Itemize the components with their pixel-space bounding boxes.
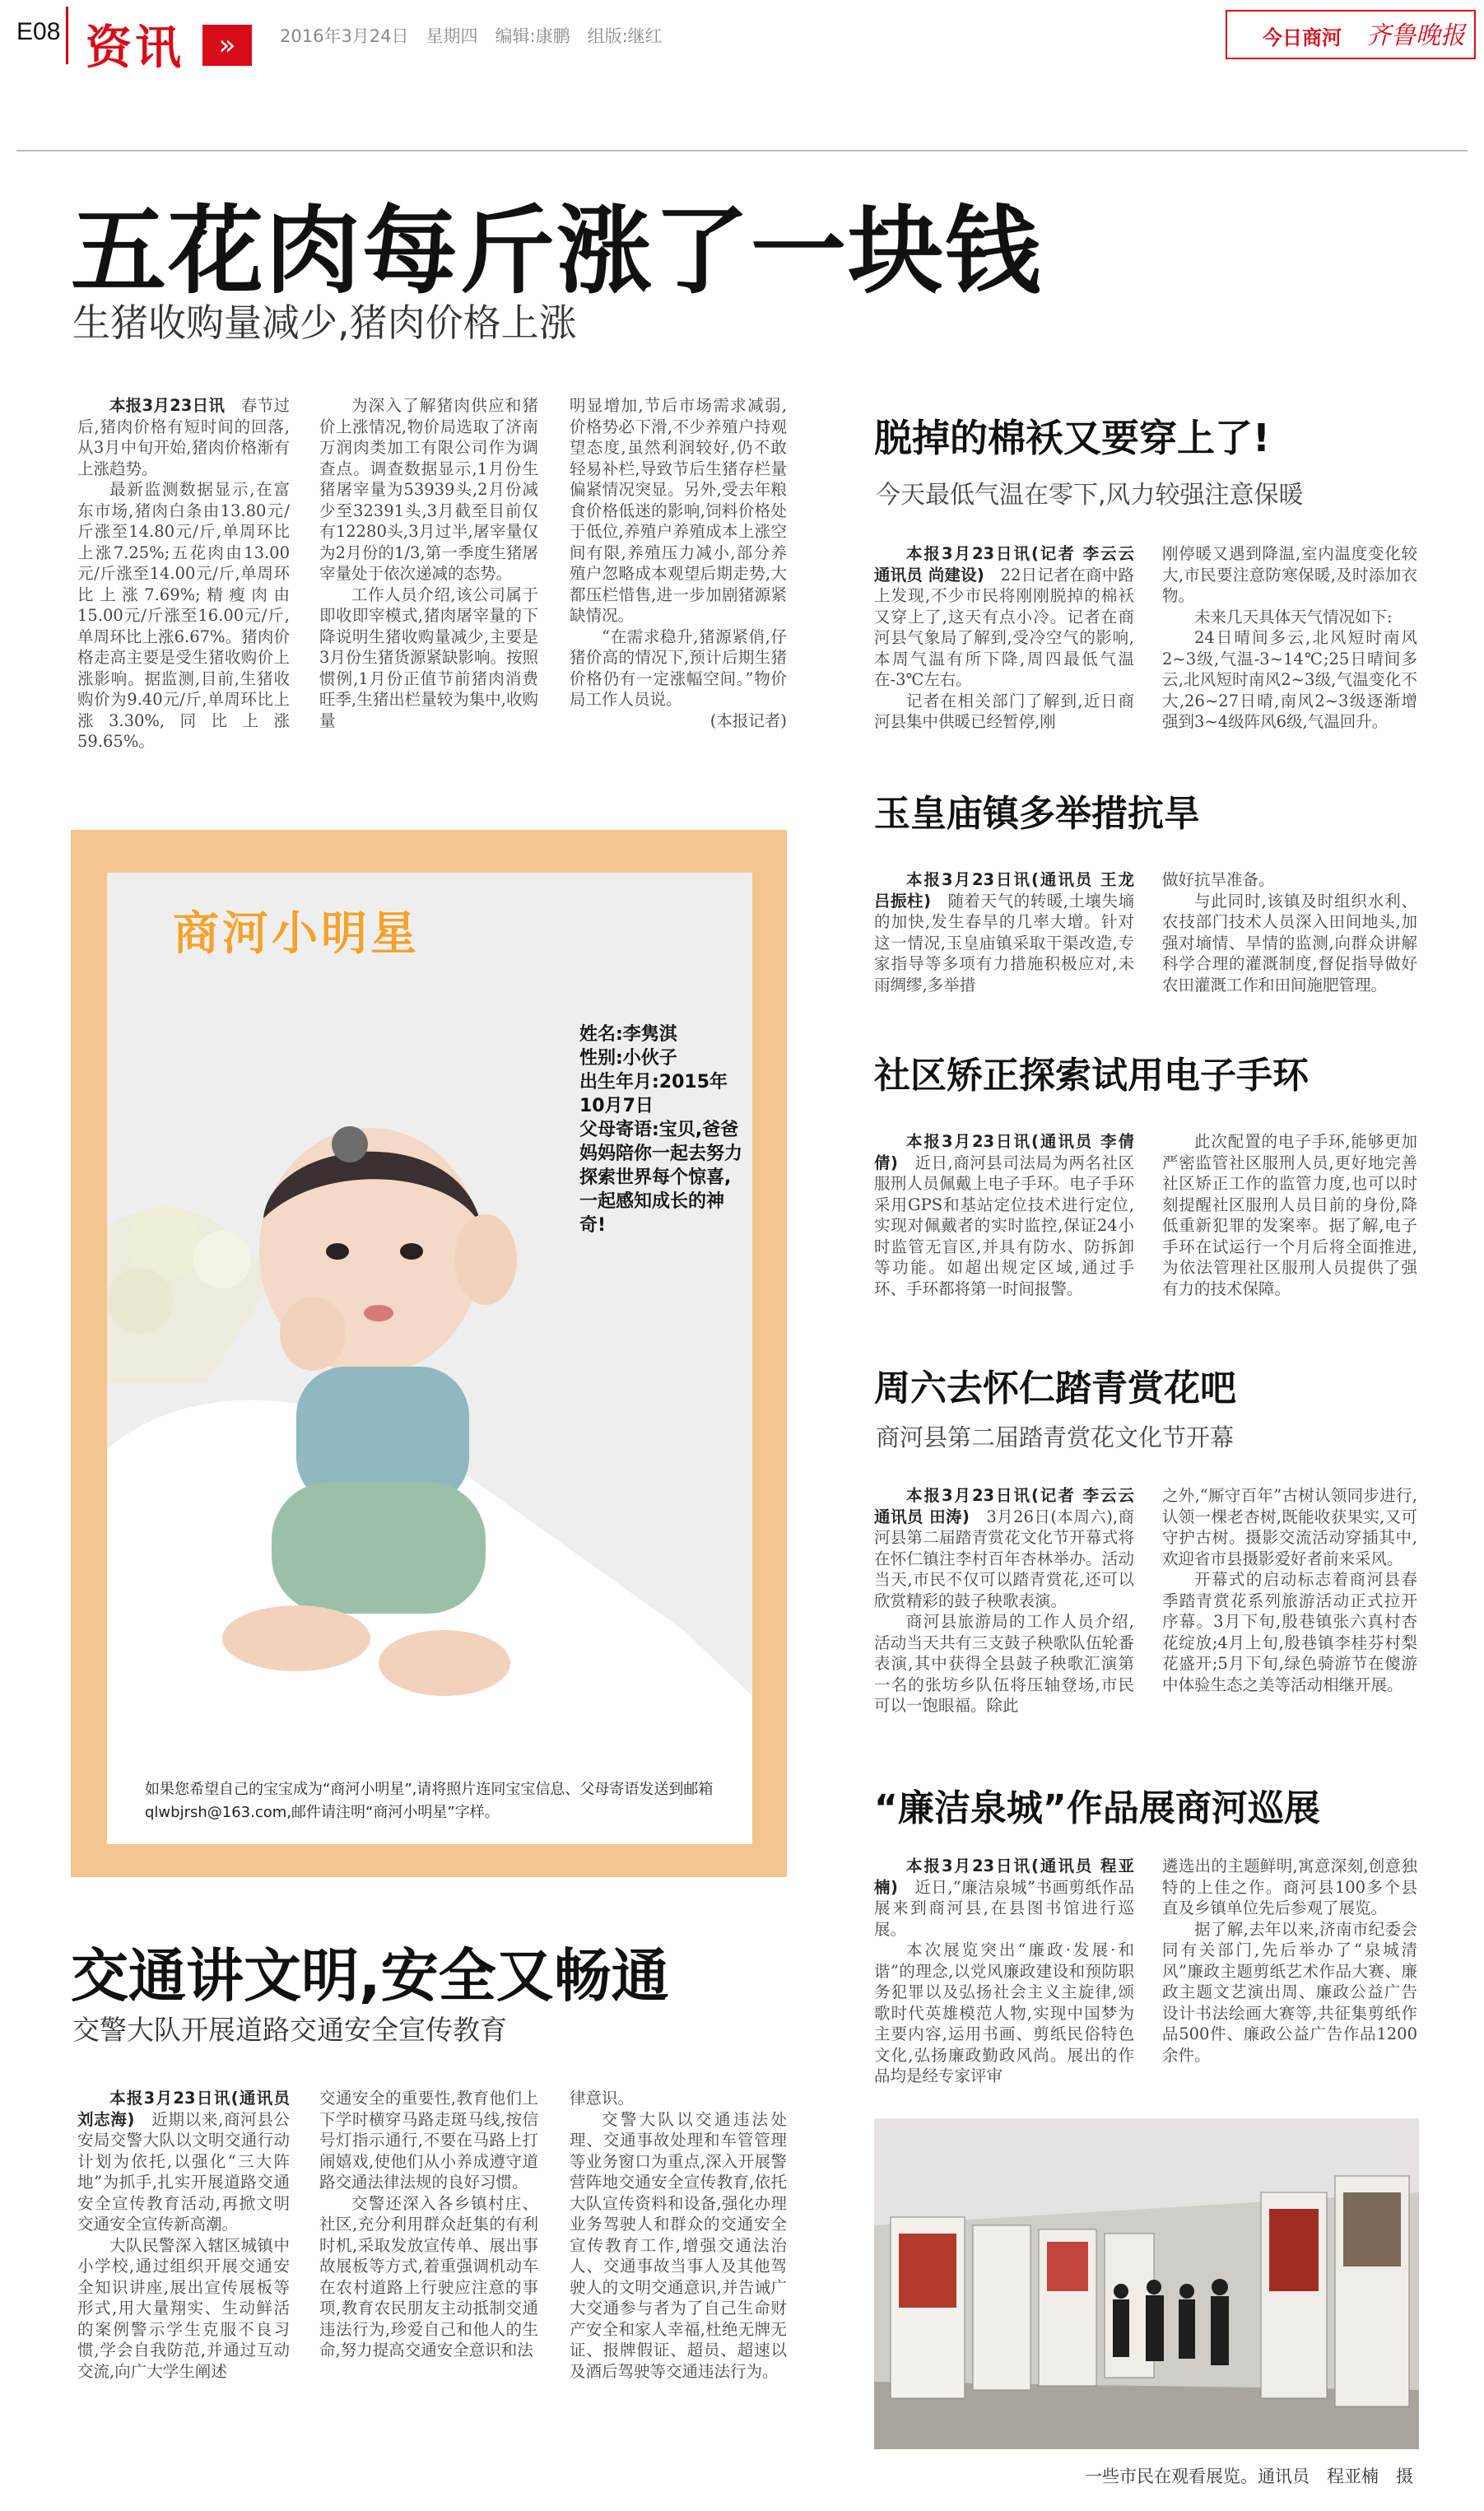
header-meta: 2016年3月24日 星期四 编辑:康鹏 组版:继红 (280, 26, 663, 46)
traffic-subheadline: 交警大队开展道路交通安全宣传教育 (72, 2014, 507, 2046)
brand-city: 今日商河 (1263, 26, 1342, 49)
article-lianjie-col1 (874, 1856, 1134, 2087)
paragraph: 最新监测数据显示,在富东市场,猪肉白条由13.80元/斤涨至14.80元/斤,单周环比上涨7.25%;五花肉由13.00元/斤涨至14.00元/斤,单周环比上涨7.69%;精瘦肉由15.00元/斤涨至16.00元/斤,单周环比上涨6.67%。猪肉价格走高主要是受生猪收购价上涨影响。据监测,目前,生猪收购价为9.40元/斤,单周环比上涨3.30%,同比上涨59.65%。 (77, 480, 290, 751)
exhibition-photo (874, 2118, 1419, 2449)
paragraph: 开幕式的启动标志着商河县春季踏青赏花系列旅游活动正式拉开序幕。3月下旬,殷巷镇张六真村杏花绽放;4月上旬,殷巷镇李桂芬村梨花盛开;5月下旬,绿色骑游节在傻游中体验生态之美等活动相继开展。 (1162, 1570, 1417, 1694)
main-subheadline: 生猪收购量减少,猪肉价格上涨 (72, 300, 577, 345)
main-column-1 (77, 395, 290, 752)
article-lead: 本报3月23日讯(通讯员 程亚楠) (874, 1856, 1134, 1897)
paragraph: 春节过后,猪肉价格有短时间的回落,从3月中旬开始,猪肉价格渐有上涨趋势。 (77, 396, 290, 478)
article-mianao-col1 (874, 543, 1134, 733)
brand-paper-logo: 齐鲁晚报 (1366, 21, 1465, 50)
main-column-3 (570, 395, 787, 731)
section-arrow-icon: » (202, 25, 252, 66)
paragraph: 明显增加,节后市场需求减弱,价格势必下滑,不少养殖户持观望态度,虽然利润较好,仍不敢轻易补栏,导致节后生猪存栏量偏紧情况突显。另外,受去年粮食价格低迷的影响,饲料价格处于低位,养殖户养殖成本上涨空间有限,养殖压力减小,部分养殖户忽略成本观望后期走势,大都压栏惜售,进一步加剧猪源紧缺情况。 (570, 396, 787, 625)
article-lianjie-col2 (1162, 1856, 1417, 2066)
main-column-2 (319, 395, 538, 731)
main-headline: 五花肉每斤涨了一块钱 (71, 196, 1042, 307)
byline: (本报记者) (709, 710, 787, 730)
article-lead: 本报3月23日讯(记者 李云云 通讯员 尚建设) (874, 544, 1134, 585)
article-shequ-col1 (874, 1131, 1134, 1299)
header-rule (16, 150, 1468, 151)
article-subtitle-mianao: 今天最低气温在零下,风力较强注意保暖 (876, 481, 1304, 510)
article-taqing-col1 (874, 1485, 1134, 1717)
page-number: E08 (16, 18, 61, 45)
article-lead: 本报3月23日讯(通讯员 刘志海) (77, 2089, 290, 2129)
paragraph: 本次展览突出“廉政·发展·和谐”的理念,以党风廉政建设和预防职务犯罪以及弘扬社会主义主旋律,颂歌时代英雄模范人物,实现中国梦为主要内容,运用书画、剪纸民俗特色文化,弘扬廉政勤政风尚。展出的作品均是经专家评审 (874, 1940, 1134, 2085)
baby-photo (107, 873, 752, 1754)
baby-gender: 性别:小伙子 (579, 1048, 677, 1069)
traffic-column-3 (570, 2088, 787, 2382)
article-taqing-col2 (1162, 1485, 1417, 1695)
card-title: 商河小明星 (173, 907, 420, 961)
paragraph: 做好抗旱准备。 (1162, 870, 1275, 889)
baby-photo-icon (107, 873, 752, 1754)
parent-message: 父母寄语:宝贝,爸爸妈妈陪你一起去努力探索世界每个惊喜,一起感知成长的神奇! (579, 1120, 743, 1236)
paragraph: “在需求稳升,猪源紧俏,仔猪价高的情况下,预计后期生猪价格仍有一定涨幅空间。”物价局工作人员说。 (570, 627, 787, 709)
paragraph: 大队民警深入辖区城镇中小学校,通过组织开展交通安全知识讲座,展出宣传展板等形式,用大量翔实、生动鲜活的案例警示学生克服不良习惯,学会自我防范,并通过互动交流,向广大学生阐述 (77, 2235, 290, 2381)
baby-name: 姓名:李隽淇 (579, 1024, 677, 1045)
paragraph: 之外,“厮守百年”古树认领同步进行,认领一棵老杏树,既能收获果实,又可守护古树。摄影交流活动穿插其中,欢迎省市县摄影爱好者前来采风。 (1162, 1486, 1417, 1568)
article-title-lianjie: “廉洁泉城”作品展商河巡展 (874, 1787, 1320, 1829)
traffic-column-1 (77, 2088, 290, 2382)
paragraph: 24日晴间多云,北风短时南风2~3级,气温-3~14℃;25日晴间多云,北风短时南风2~3级,气温变化不大,26~27日晴,南风2~3级逐渐增强到3~4级阵风6级,气温回升。 (1162, 628, 1417, 731)
paragraph: 据了解,去年以来,济南市纪委会同有关部门,先后举办了“泉城清风”廉政主题剪纸艺术作品大赛、廉政主题文艺演出周、廉政公益广告设计书法绘画大赛等,共征集剪纸作品500件、廉政公益广告作品1200余件。 (1162, 1919, 1417, 2065)
paragraph: 近日,商河县司法局为两名社区服刑人员佩戴上电子手环。电子手环采用GPS和基站定位技术进行定位,实现对佩戴者的实时监控,保证24小时监管无盲区,并具有防水、防拆卸等功能。如超出规定区域,通过手环、手环都将第一时间报警。 (874, 1153, 1134, 1298)
article-title-taqing: 周六去怀仁踏青赏花吧 (874, 1367, 1236, 1409)
photo-caption: 一些市民在观看展览。通讯员 程亚楠 摄 (1085, 2467, 1413, 2486)
traffic-column-2 (319, 2088, 538, 2361)
paragraph: 近期以来,商河县公安局交警大队以文明交通行动计划为依托,以强化“三大阵地”为抓手,扎实开展道路交通安全宣传教育活动,再掀文明交通安全宣传新高潮。 (77, 2109, 290, 2234)
paragraph: 22日记者在商中路上发现,不少市民将刚刚脱掉的棉袄又穿上了,这天有点小冷。记者在商河县气象局了解到,受冷空气的影响,本周气温有所下降,周四最低气温在-3℃左右。 (874, 565, 1134, 689)
paragraph: 遴选出的主题鲜明,寓意深刻,创意独特的上佳之作。商河县100多个县直及乡镇单位先后参观了展览。 (1162, 1856, 1417, 1917)
header-divider (66, 7, 68, 64)
article-title-kanghan: 玉皇庙镇多举措抗旱 (874, 793, 1200, 835)
card-submission-note: 如果您希望自己的宝宝成为“商河小明星”,请将照片连同宝宝信息、父母寄语发送到邮箱qlwbjrsh@163.com,邮件请注明“商河小明星”字样。 (145, 1781, 714, 1821)
article-lead: 本报3月23日讯 (109, 396, 226, 415)
paragraph: 近日,“廉洁泉城”书画剪纸作品展来到商河县,在县图书馆进行巡展。 (874, 1877, 1134, 1939)
paragraph: 3月26日(本周六),商河县第二届踏青赏花文化节开幕式将在怀仁镇注李村百年杏林举办。活动当天,市民不仅可以踏青赏花,还可以欣赏精彩的鼓子秧歌表演。 (874, 1507, 1134, 1610)
article-kanghan-col1 (874, 869, 1134, 995)
paragraph: 交通安全的重要性,教育他们上下学时横穿马路走斑马线,按信号灯指示通行,不要在马路上打闹嬉戏,使他们从小养成遵守道路交通法律法规的良好习惯。 (319, 2089, 538, 2192)
section-title: 资讯 (86, 21, 184, 75)
article-lead: 本报3月23日讯(通讯员 李倩倩) (874, 1132, 1134, 1172)
paragraph: 律意识。 (570, 2089, 635, 2108)
paragraph: 刚停暖又遇到降温,室内温度变化较大,市民要注意防寒保暖,及时添加衣物。 (1162, 544, 1417, 605)
paragraph: 记者在相关部门了解到,近日商河县集中供暖已经暂停,刚 (874, 691, 1134, 731)
article-title-mianao: 脱掉的棉袄又要穿上了! (874, 416, 1270, 460)
paragraph: 随着天气的转暖,土壤失墒的加快,发生春旱的几率大增。针对这一情况,玉皇庙镇采取干渠改造,专家指导等多项有力措施积极应对,未雨绸缪,多举措 (874, 891, 1134, 995)
traffic-headline: 交通讲文明,安全又畅通 (71, 1942, 669, 2010)
paragraph: 交警大队以交通违法处理、交通事故处理和车管管理等业务窗口为重点,深入开展警营阵地交通安全宣传教育,依托大队宣传资料和设备,强化办理业务驾驶人和群众的交通安全宣传教育工作,增强交通法治人、交通事故当事人及其他驾驶人的文明交通意识,并告诫广大交通参与者为了自己生命财产安全和家人幸福,杜绝无牌无证、报牌假证、超员、超速以及酒后驾驶等交通违法行为。 (570, 2109, 787, 2381)
article-kanghan-col2 (1162, 869, 1417, 995)
article-lead: 本报3月23日讯(记者 李云云 通讯员 田涛) (874, 1486, 1134, 1526)
article-subtitle-taqing: 商河县第二届踏青赏花文化节开幕 (876, 1423, 1235, 1451)
article-lead: 本报3月23日讯(通讯员 王龙 吕振柱) (874, 870, 1134, 911)
article-shequ-col2 (1162, 1131, 1417, 1299)
baby-birth: 出生年月:2015年10月7日 (579, 1072, 728, 1116)
paragraph: 工作人员介绍,该公司属于即收即宰模式,猪肉屠宰量的下降说明生猪收购量减少,主要是3月份生猪货源紧缺影响。按照惯例,1月份正值节前猪肉消费旺季,生猪出栏量较为集中,收购量 (319, 585, 538, 730)
paragraph: 为深入了解猪肉供应和猪价上涨情况,物价局选取了济南万润肉类加工有限公司作为调查点。调查数据显示,1月份生猪屠宰量为53939头,2月份减少至32391头,3月截至目前仅有12280头,3月过半,屠宰量仅为2月份的1/3,第一季度生猪屠宰量处于依次递减的态势。 (319, 396, 538, 583)
article-title-shequ: 社区矫正探索试用电子手环 (874, 1055, 1309, 1097)
paragraph: 未来几天具体天气情况如下: (1194, 607, 1393, 627)
paragraph: 商河县旅游局的工作人员介绍,活动当天共有三支鼓子秧歌队伍轮番表演,其中获得全县鼓子秧歌汇演第一名的张坊乡队伍将压轴登场,市民可以一饱眼福。除此 (874, 1612, 1134, 1715)
paragraph: 此次配置的电子手环,能够更加严密监管社区服刑人员,更好地完善社区矫正工作的监管力度,也可以时刻提醒社区服刑人员目前的身份,降低重新犯罪的发案率。据了解,电子手环在试运行一个月后将全面推进,为依法管理社区服刑人员提供了强有力的技术保障。 (1162, 1132, 1417, 1298)
paragraph: 交警还深入各乡镇村庄、社区,充分利用群众赶集的有利时机,采取发放宣传单、展出事故展板等方式,着重强调机动车在农村道路上行驶应注意的事项,教育农民朋友主动抵制交通违法行为,珍爱自己和他人的生命,努力提高交通安全意识和法 (319, 2193, 538, 2360)
article-mianao-col2 (1162, 543, 1417, 733)
exhibition-scene-icon (874, 2118, 1419, 2449)
paragraph: 与此同时,该镇及时组织水利、农技部门技术人员深入田间地头,加强对墒情、旱情的监测,向群众讲解科学合理的灌溉制度,督促指导做好农田灌溉工作和田间施肥管理。 (1162, 891, 1417, 995)
